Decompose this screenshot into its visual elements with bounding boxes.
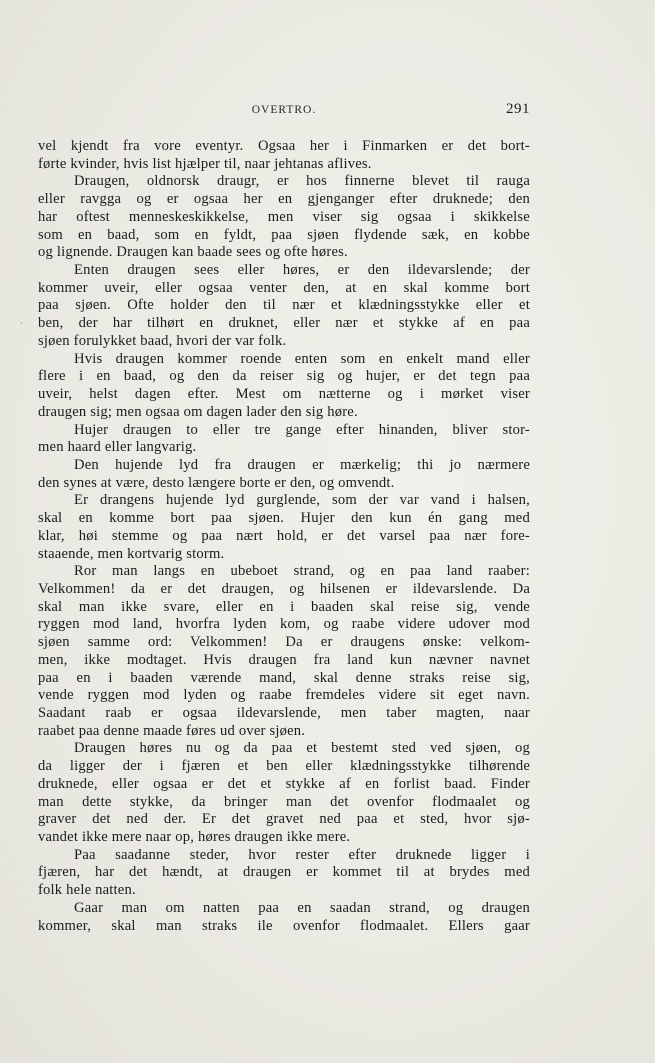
text-line: man dette stykke, da bringer man det ovenfor flodmaalet og — [38, 793, 530, 810]
page-header — [38, 101, 530, 126]
text-line: paa en i baaden værende mand, skal denne straks reise sig, — [38, 669, 530, 686]
text-line: raabet paa denne maade føres ud over sjøen. — [38, 722, 306, 739]
margin-mark: · — [20, 318, 23, 328]
text-line: flere i en baad, og den da reiser sig og hujer, er det tegn paa — [38, 368, 530, 385]
text-line: den synes at være, desto længere borte er den, og omvendt. — [38, 474, 395, 491]
text-line: Velkommen! da er det draugen, og hilsenen er ildevarslende. Da — [38, 580, 530, 597]
text-line: Ror man langs en ubeboet strand, og en paa land raaber: — [74, 563, 530, 580]
text-line: Den hujende lyd fra draugen er mærkelig; thi jo nærmere — [74, 456, 530, 473]
text-line: staaende, men kortvarig storm. — [38, 545, 225, 562]
text-line: fjæren, har det hændt, at draugen er kommet til at brydes med — [38, 864, 530, 881]
text-line: og lignende. Draugen kan baade sees og ofte høres. — [38, 244, 348, 261]
text-line: paa sjøen. Ofte holder den til nær et klædningsstykke eller et — [38, 297, 530, 314]
text-line: Paa saadanne steder, hvor rester efter druknede ligger i — [74, 846, 530, 863]
text-line: førte kvinder, hvis list hjælper til, naar jehtanas aflives. — [38, 155, 372, 172]
text-line: har oftest menneskeskikkelse, men viser sig ogsaa i skikkelse — [38, 208, 530, 225]
text-line: Draugen, oldnorsk draugr, er hos finnerne blevet til rauga — [74, 173, 530, 190]
text-line: eller ravgga og er ogsaa her en gjenganger efter druknede; den — [38, 191, 530, 208]
text-line: sjøen forulykket baad, hvori der var folk. — [38, 332, 287, 349]
text-line: men, ikke modtaget. Hvis draugen fra land kun nævner navnet — [38, 651, 530, 668]
text-line: Er drangens hujende lyd gurglende, som der var vand i halsen, — [74, 492, 530, 509]
text-line: draugen sig; men ogsaa om dagen lader den sig høre. — [38, 403, 358, 420]
text-line: Gaar man om natten paa en saadan strand, og draugen — [74, 899, 530, 916]
text-line: ben, der har tilhørt en druknet, eller nær et stykke af en paa — [38, 315, 530, 332]
text-line: kommer, skal man straks ile ovenfor flodmaalet. Ellers gaar — [38, 917, 530, 934]
text-line: Draugen høres nu og da paa et bestemt sted ved sjøen, og — [74, 740, 530, 757]
text-line: kommer uveir, eller ogsaa venter den, at en skal komme bort — [38, 279, 530, 296]
running-head: OVERTRO. — [251, 104, 317, 116]
text-line: Enten draugen sees eller høres, er den ildevarslende; der — [74, 262, 530, 279]
text-line: folk hele natten. — [38, 882, 136, 899]
text-line: skal en komme bort paa sjøen. Hujer den kun én gang med — [38, 510, 530, 527]
text-line: men haard eller langvarig. — [38, 439, 197, 456]
text-line: klar, høi stemme og paa nært hold, er det varsel paa nær fore- — [38, 527, 530, 544]
text-line: skal man ikke svare, eller en i baaden skal reise sig, vende — [38, 598, 530, 615]
text-line: sjøen samme ord: Velkommen! Da er draugens ønske: velkom- — [38, 634, 530, 651]
text-line: vende ryggen mod lyden og raabe fremdeles videre sit eget navn. — [38, 687, 530, 704]
text-line: Hujer draugen to eller tre gange efter hinanden, bliver stor- — [74, 421, 530, 438]
text-line: druknede, eller ogsaa er det et stykke af en forlist baad. Finder — [38, 775, 530, 792]
text-line: Hvis draugen kommer roende enten som en enkelt mand eller — [74, 350, 530, 367]
text-line: ryggen mod land, hvorfra lyden kom, og raabe videre udover mod — [38, 616, 530, 633]
text-line: Saadant raab er ogsaa ildevarslende, men taber magten, naar — [38, 705, 530, 721]
text-line: uveir, helst dagen efter. Mest om nætterne og i mørket viser — [38, 386, 530, 403]
text-line: graver det ned der. Er det gravet ned paa et sted, hvor sjø- — [38, 811, 530, 828]
text-line: vel kjendt fra vore eventyr. Ogsaa her i Finmarken er det bort- — [38, 138, 530, 154]
text-line: vandet ikke mere naar op, høres draugen ikke mere. — [38, 829, 351, 846]
body-text — [38, 138, 530, 935]
page-number: 291 — [506, 101, 530, 117]
text-line: som en baad, som en fyldt, paa sjøen flydende sæk, en kobbe — [38, 226, 530, 243]
text-line: da ligger der i fjæren et ben eller klædningsstykke tilhørende — [38, 758, 530, 775]
